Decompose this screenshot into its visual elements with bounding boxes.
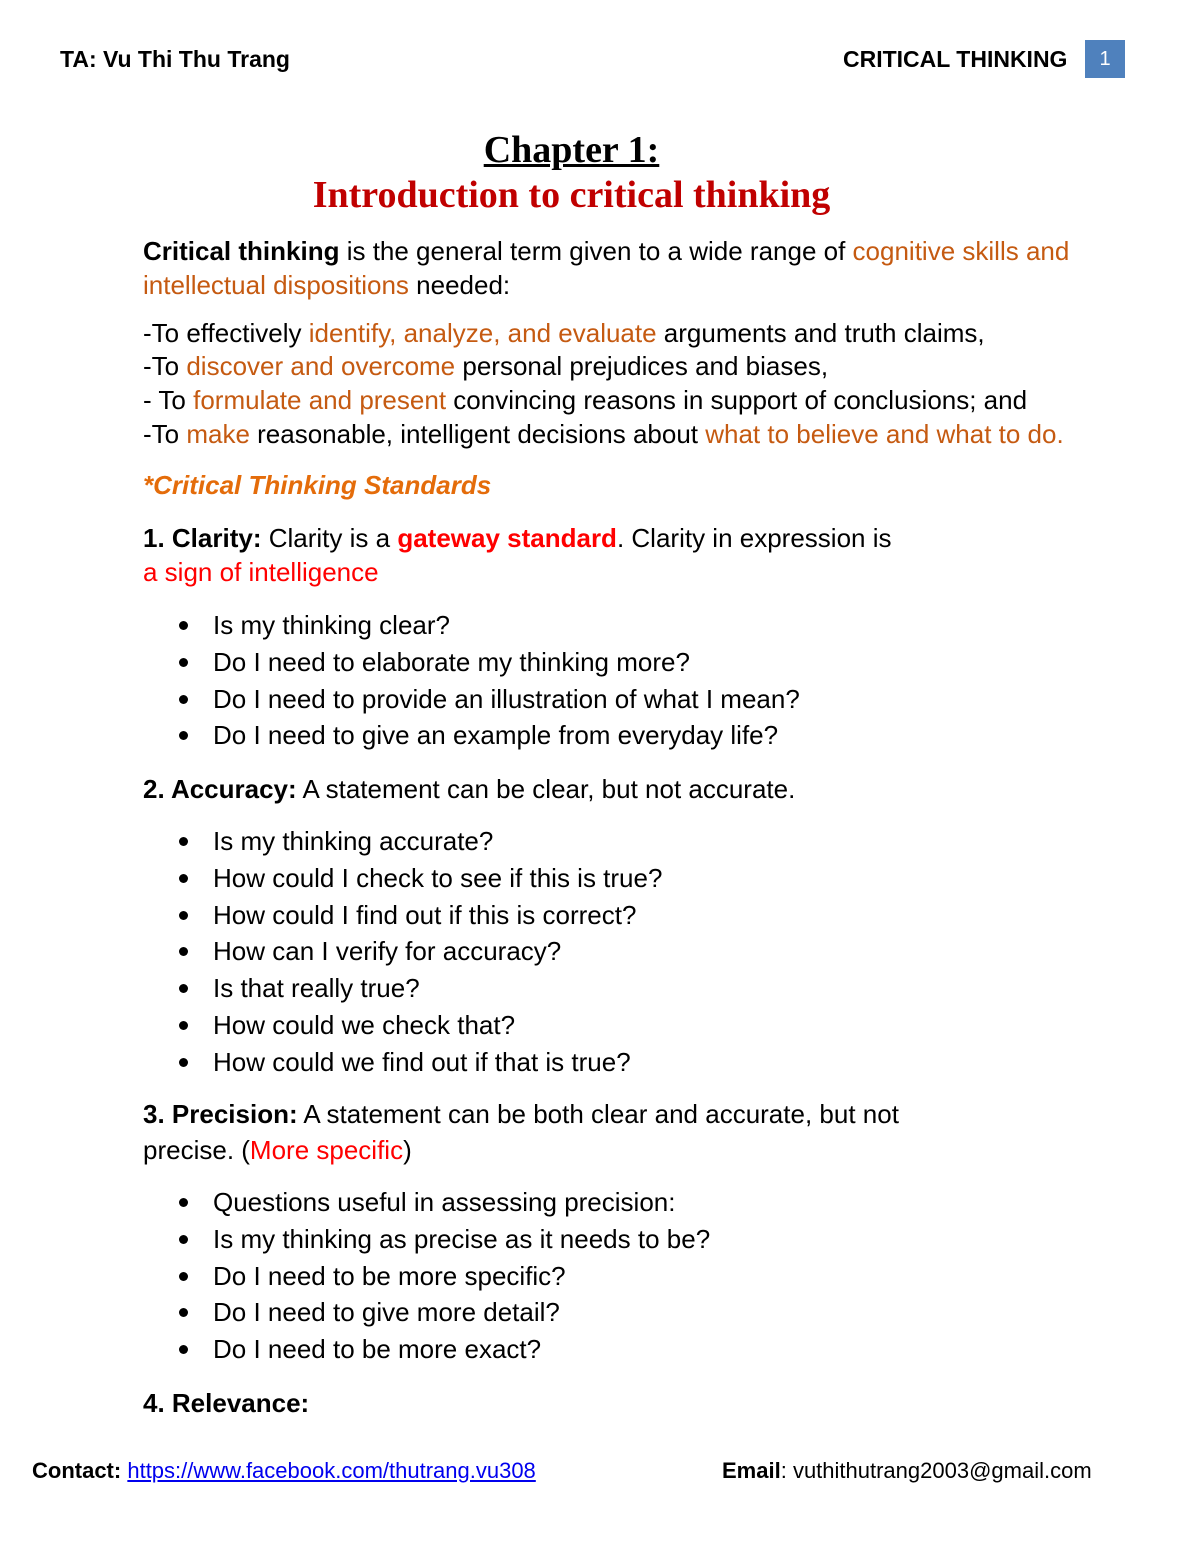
list-item: Do I need to provide an illustration of what I mean? xyxy=(177,681,800,718)
list-item: Is my thinking clear? xyxy=(177,607,800,644)
intro-highlight-1: cognitive skills and xyxy=(852,236,1070,266)
standards-heading: *Critical Thinking Standards xyxy=(143,470,492,500)
goal-line-4 xyxy=(143,417,1064,451)
list-item: Questions useful in assessing precision: xyxy=(177,1184,710,1221)
goal-1-post: arguments and truth claims, xyxy=(656,318,985,348)
intro-line-2 xyxy=(143,268,510,302)
goal-3-highlight: formulate and present xyxy=(193,385,447,415)
precision-line2-post: ) xyxy=(403,1135,412,1165)
list-item: Do I need to be more specific? xyxy=(177,1258,710,1295)
goal-4-highlight: make xyxy=(186,419,250,449)
list-item: Do I need to elaborate my thinking more? xyxy=(177,644,800,681)
precision-line2-pre: precise. ( xyxy=(143,1135,250,1165)
accuracy-label: 2. Accuracy: xyxy=(143,774,297,804)
intro-text-1: is the general term given to a wide range of xyxy=(339,236,853,266)
list-item: Do I need to give more detail? xyxy=(177,1294,710,1331)
clarity-bullet-list xyxy=(177,607,800,754)
precision-label: 3. Precision: xyxy=(143,1099,298,1129)
list-item: How could we find out if that is true? xyxy=(177,1044,662,1081)
intro-text-2: needed: xyxy=(408,270,511,300)
goal-3-pre: - To xyxy=(143,385,194,415)
footer-email xyxy=(722,1458,1092,1484)
goal-line-1 xyxy=(143,316,985,350)
goal-1-highlight: identify, analyze, and evaluate xyxy=(308,318,657,348)
email-separator: : xyxy=(780,1458,793,1483)
clarity-line-1 xyxy=(143,521,892,555)
accuracy-text: A statement can be clear, but not accurate. xyxy=(296,774,796,804)
list-item: Is my thinking as precise as it needs to be? xyxy=(177,1221,710,1258)
email-address: vuthithutrang2003@gmail.com xyxy=(792,1458,1092,1483)
goal-4-mid: reasonable, intelligent decisions about xyxy=(249,419,706,449)
accuracy-line xyxy=(143,772,795,806)
list-item: How could I check to see if this is true? xyxy=(177,860,662,897)
clarity-text-2: . Clarity in expression is xyxy=(616,523,892,553)
goal-3-post: convincing reasons in support of conclusions; and xyxy=(446,385,1028,415)
email-label: Email xyxy=(722,1458,781,1483)
list-item: Is my thinking accurate? xyxy=(177,823,662,860)
page-number-badge: 1 xyxy=(1085,40,1125,78)
clarity-label: 1. Clarity: xyxy=(143,523,262,553)
goal-4-pre: -To xyxy=(143,419,187,449)
goal-2-post: personal prejudices and biases, xyxy=(455,351,829,381)
goal-4-highlight-2: what to believe and what to do. xyxy=(705,419,1064,449)
goal-1-pre: -To effectively xyxy=(143,318,309,348)
precision-highlight: More specific xyxy=(249,1135,404,1165)
list-item: How can I verify for accuracy? xyxy=(177,933,662,970)
intro-line-1 xyxy=(143,234,1069,268)
chapter-subtitle: Introduction to critical thinking xyxy=(312,174,831,216)
accuracy-bullet-list xyxy=(177,823,662,1081)
intro-highlight-2: intellectual dispositions xyxy=(143,270,409,300)
precision-bullet-list xyxy=(177,1184,710,1368)
contact-label: Contact: xyxy=(32,1458,122,1483)
clarity-line-2: a sign of intelligence xyxy=(143,557,379,587)
precision-text: A statement can be both clear and accurate, but not xyxy=(297,1099,899,1129)
header-course-title: CRITICAL THINKING xyxy=(843,46,1068,72)
list-item: Do I need to give an example from everyday life? xyxy=(177,717,800,754)
intro-term: Critical thinking xyxy=(143,236,340,266)
clarity-highlight: gateway standard xyxy=(397,523,617,553)
chapter-title: Chapter 1: xyxy=(483,129,660,171)
clarity-text-1: Clarity is a xyxy=(261,523,398,553)
goal-line-2 xyxy=(143,349,828,383)
list-item: Do I need to be more exact? xyxy=(177,1331,710,1368)
precision-line-1 xyxy=(143,1097,899,1131)
list-item: Is that really true? xyxy=(177,970,662,1007)
precision-line-2 xyxy=(143,1133,412,1167)
goal-2-highlight: discover and overcome xyxy=(186,351,456,381)
goal-line-3 xyxy=(143,383,1027,417)
header-ta-name: TA: Vu Thi Thu Trang xyxy=(60,46,290,72)
list-item: How could I find out if this is correct? xyxy=(177,897,662,934)
goal-2-pre: -To xyxy=(143,351,187,381)
relevance-label: 4. Relevance: xyxy=(143,1388,310,1418)
list-item: How could we check that? xyxy=(177,1007,662,1044)
facebook-link[interactable]: https://www.facebook.com/thutrang.vu308 xyxy=(127,1458,536,1483)
footer-contact xyxy=(32,1458,536,1484)
